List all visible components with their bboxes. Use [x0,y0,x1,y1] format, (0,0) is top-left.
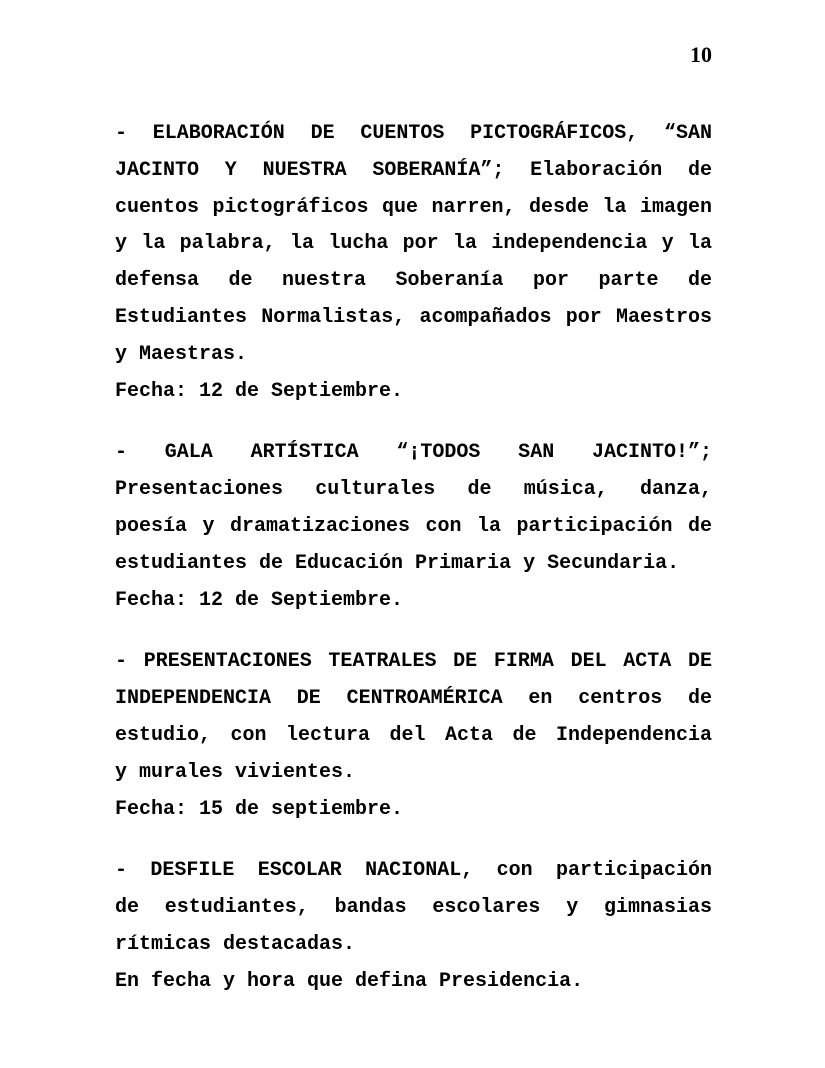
paragraph-line: - DESFILE ESCOLAR NACIONAL, con participación [115,859,712,883]
document-body [115,116,712,1001]
paragraph-line: estudio, con lectura del Acta de Independencia [115,723,712,747]
paragraph-presentaciones-teatrales [115,644,712,828]
paragraph-desfile-escolar-nacional [115,853,712,1000]
paragraph-line: Fecha: 12 de Septiembre. [115,379,404,403]
paragraph-line: En fecha y hora que defina Presidencia. [115,969,584,993]
paragraph-gala-artistica [115,435,712,619]
paragraph-line: y Maestras. [115,342,248,366]
paragraph-line: - PRESENTACIONES TEATRALES DE FIRMA DEL ACTA DE [115,650,712,674]
paragraph-line: Fecha: 15 de septiembre. [115,797,404,821]
paragraph-line: y la palabra, la lucha por la independencia y la [115,232,712,256]
paragraph-line: - GALA ARTÍSTICA “¡TODOS SAN JACINTO!”; [115,441,712,465]
paragraph-line: Fecha: 12 de Septiembre. [115,588,404,612]
paragraph-line: JACINTO Y NUESTRA SOBERANÍA”; Elaboración de [115,158,712,182]
paragraph-line: Presentaciones culturales de música, danza, [115,478,712,502]
page-number: 10 [690,42,712,67]
paragraph-line: - ELABORACIÓN DE CUENTOS PICTOGRÁFICOS, “SAN [115,122,712,145]
paragraph-line: Estudiantes Normalistas, acompañados por Maestros [115,305,712,329]
paragraph-line: estudiantes de Educación Primaria y Secundaria. [115,551,680,575]
paragraph-line: cuentos pictográficos que narren, desde la imagen [115,195,712,219]
paragraph-line: y murales vivientes. [115,760,356,784]
paragraph-elaboracion-cuentos-pictograficos [115,116,712,410]
paragraph-line: de estudiantes, bandas escolares y gimnasias [115,896,712,920]
paragraph-line: defensa de nuestra Soberanía por parte de [115,269,712,293]
paragraph-line: rítmicas destacadas. [115,932,356,956]
paragraph-line: poesía y dramatizaciones con la participación de [115,514,712,538]
paragraph-line: INDEPENDENCIA DE CENTROAMÉRICA en centros de [115,687,712,711]
